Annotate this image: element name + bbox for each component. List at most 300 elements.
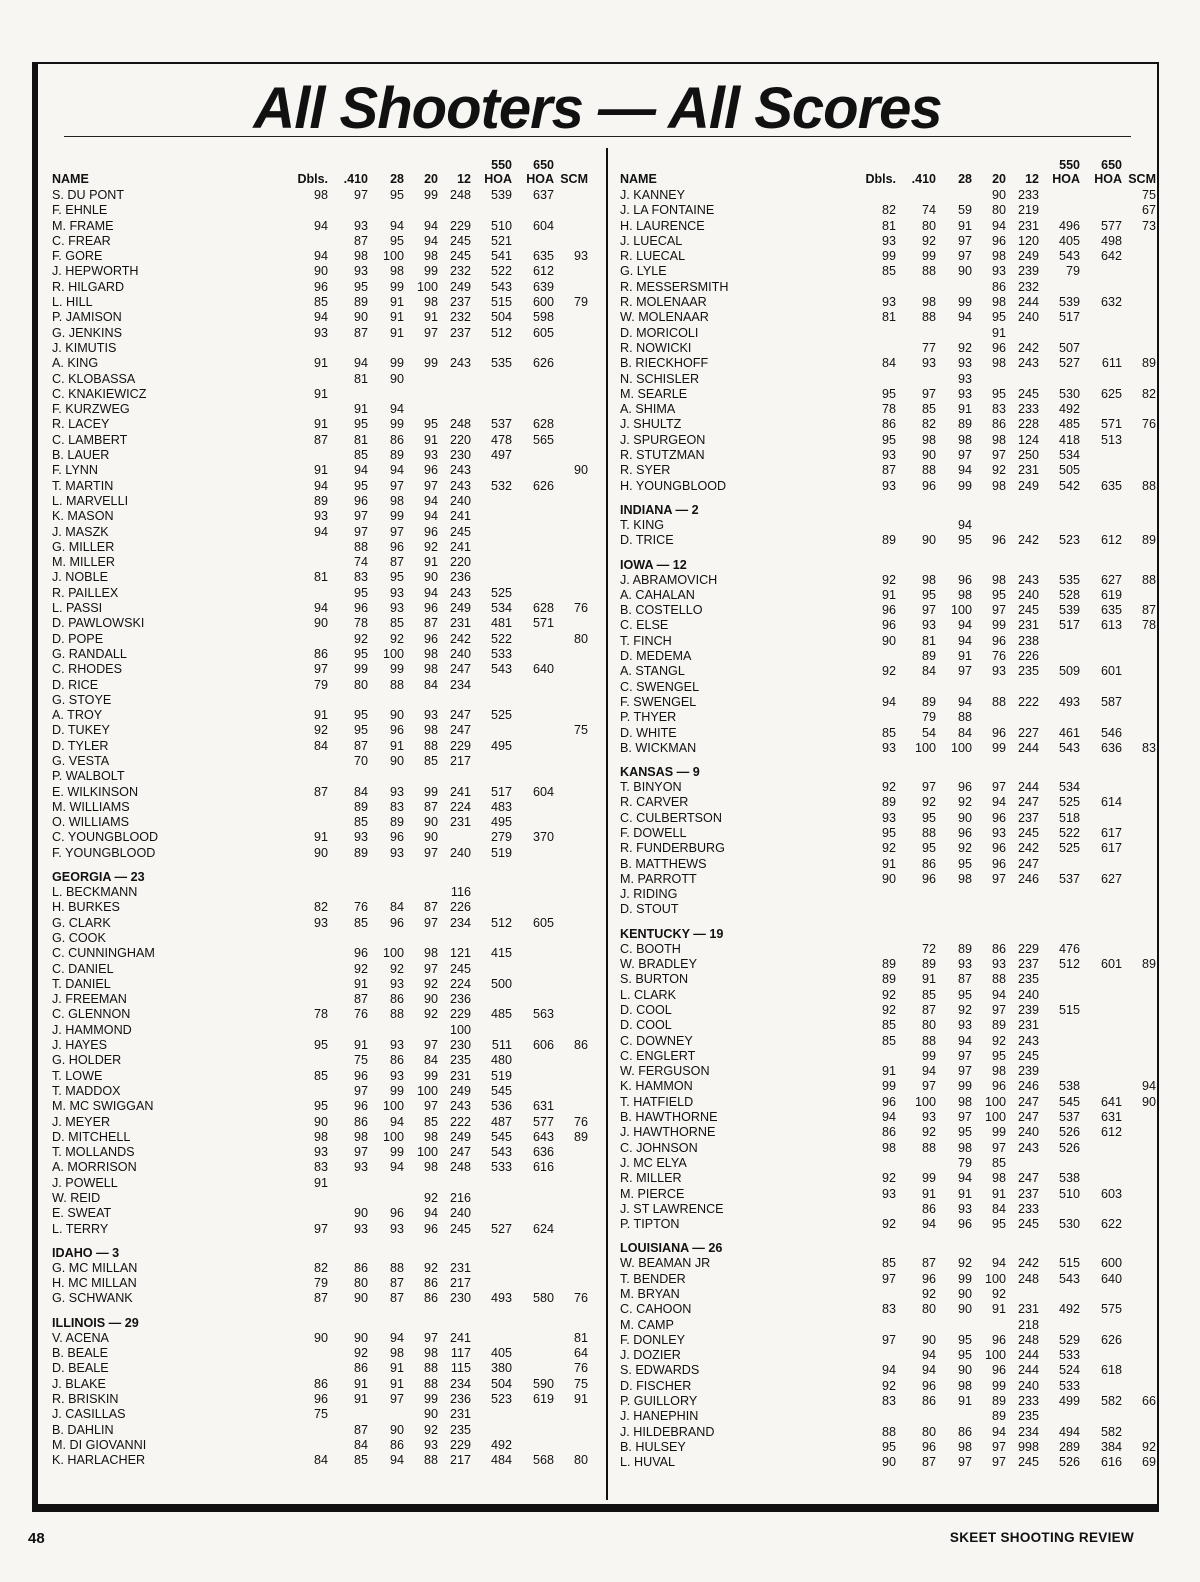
score-scm: 75 — [573, 723, 588, 738]
shooter-row — [48, 1099, 596, 1114]
score-hoa550: 481 — [490, 616, 512, 631]
shooter-name: F. SWENGEL — [620, 694, 697, 709]
score-g20: 97 — [991, 1439, 1006, 1454]
shooter-row — [616, 988, 1164, 1003]
score-dbls: 91 — [313, 463, 328, 478]
score-g28: 88 — [389, 1260, 404, 1275]
score-s410: 99 — [921, 1048, 936, 1063]
score-g20: 98 — [423, 946, 438, 961]
score-g28: 96 — [389, 1206, 404, 1221]
score-s410: 100 — [914, 740, 936, 755]
score-g28: 94 — [957, 1033, 972, 1048]
score-dbls: 95 — [313, 1099, 328, 1114]
score-g20: 92 — [423, 539, 438, 554]
score-g12: 245 — [1017, 1455, 1039, 1470]
shooter-name: J. ST LAWRENCE — [620, 1201, 724, 1216]
score-g12: 248 — [1017, 1271, 1039, 1286]
score-s410: 94 — [921, 1348, 936, 1363]
score-hoa550: 517 — [1058, 618, 1080, 633]
score-hoa650: 580 — [532, 1291, 554, 1306]
score-s410: 93 — [353, 1160, 368, 1175]
score-s410: 85 — [353, 448, 368, 463]
score-hoa650: 641 — [1100, 1094, 1122, 1109]
shooter-row — [48, 555, 596, 570]
score-hoa650: 498 — [1100, 233, 1122, 248]
score-g12: 224 — [449, 976, 471, 991]
shooter-name: J. LUECAL — [620, 233, 683, 248]
score-dbls: 85 — [881, 264, 896, 279]
score-dbls: 84 — [881, 356, 896, 371]
score-g20: 97 — [991, 448, 1006, 463]
score-g28: 92 — [957, 340, 972, 355]
shooter-row — [48, 264, 596, 279]
score-g28: 97 — [957, 448, 972, 463]
shooter-row — [48, 540, 596, 555]
score-g28: 96 — [957, 825, 972, 840]
score-g12: 226 — [449, 900, 471, 915]
score-hoa650: 642 — [1100, 249, 1122, 264]
score-hoa650: 643 — [532, 1129, 554, 1144]
score-g12: 234 — [1017, 1424, 1039, 1439]
score-g20: 98 — [991, 478, 1006, 493]
score-hoa550: 537 — [1058, 1110, 1080, 1125]
score-g28: 100 — [950, 603, 972, 618]
shooter-row — [48, 977, 596, 992]
score-g12: 120 — [1017, 233, 1039, 248]
score-g20: 92 — [991, 1033, 1006, 1048]
score-scm: 88 — [1141, 478, 1156, 493]
shooter-name: B. HAWTHORNE — [620, 1110, 718, 1125]
score-s410: 85 — [353, 915, 368, 930]
shooter-row — [48, 739, 596, 754]
score-s410: 89 — [353, 799, 368, 814]
score-dbls: 91 — [881, 856, 896, 871]
score-g28: 98 — [957, 1140, 972, 1155]
score-g20: 94 — [991, 1256, 1006, 1271]
score-s410: 80 — [921, 1018, 936, 1033]
score-hoa650: 612 — [1100, 533, 1122, 548]
score-g28: 98 — [389, 493, 404, 508]
score-g28: 100 — [382, 946, 404, 961]
score-s410: 98 — [921, 432, 936, 447]
score-g28: 98 — [957, 432, 972, 447]
shooter-name: J. HILDEBRAND — [620, 1424, 715, 1439]
shooter-name: R. FUNDERBURG — [620, 841, 725, 856]
shooter-row — [48, 295, 596, 310]
shooter-name: M. DI GIOVANNI — [52, 1437, 147, 1452]
score-dbls: 78 — [881, 402, 896, 417]
shooter-row — [48, 1023, 596, 1038]
score-s410: 88 — [921, 1140, 936, 1155]
score-s410: 88 — [921, 825, 936, 840]
column-header-row — [48, 154, 596, 188]
shooter-row — [48, 463, 596, 478]
score-dbls: 92 — [313, 723, 328, 738]
score-s410: 90 — [921, 533, 936, 548]
shooter-row — [48, 1176, 596, 1191]
score-g28: 90 — [389, 753, 404, 768]
score-dbls: 92 — [881, 1002, 896, 1017]
score-g12: 243 — [449, 478, 471, 493]
score-g12: 243 — [449, 585, 471, 600]
score-scm: 73 — [1141, 218, 1156, 233]
score-g12: 246 — [1017, 871, 1039, 886]
shooter-row — [48, 601, 596, 616]
shooter-row — [616, 219, 1164, 234]
score-g12: 243 — [1017, 1140, 1039, 1155]
score-s410: 80 — [921, 1302, 936, 1317]
shooter-name: M. SEARLE — [620, 386, 688, 401]
score-g12: 245 — [1017, 386, 1039, 401]
shooter-row — [616, 1425, 1164, 1440]
column-header-name: NAME — [52, 172, 89, 186]
score-hoa550: 515 — [1058, 1256, 1080, 1271]
score-dbls: 90 — [881, 633, 896, 648]
shooter-row — [616, 1018, 1164, 1033]
shooter-row — [616, 356, 1164, 371]
score-g20: 96 — [991, 533, 1006, 548]
score-g28: 99 — [389, 509, 404, 524]
score-g12: 243 — [449, 356, 471, 371]
score-g28: 91 — [957, 218, 972, 233]
shooter-name: G. LYLE — [620, 264, 667, 279]
score-g20: 76 — [991, 649, 1006, 664]
shooter-row — [616, 680, 1164, 695]
score-g20: 86 — [991, 417, 1006, 432]
score-g20: 96 — [991, 340, 1006, 355]
shooter-row — [616, 741, 1164, 756]
column-header-dbls: Dbls. — [297, 172, 328, 186]
score-dbls: 90 — [313, 616, 328, 631]
score-g28: 96 — [389, 830, 404, 845]
score-dbls: 86 — [881, 417, 896, 432]
score-s410: 94 — [353, 463, 368, 478]
shooter-row — [616, 957, 1164, 972]
shooter-row — [48, 1361, 596, 1376]
score-hoa650: 619 — [1100, 587, 1122, 602]
score-g20: 91 — [991, 1302, 1006, 1317]
score-scm: 66 — [1141, 1394, 1156, 1409]
shooter-name: R. STUTZMAN — [620, 448, 705, 463]
score-dbls: 91 — [313, 708, 328, 723]
shooter-row — [48, 1346, 596, 1361]
score-g20: 85 — [991, 1155, 1006, 1170]
shooter-row — [48, 234, 596, 249]
score-g12: 236 — [449, 1391, 471, 1406]
score-hoa650: 622 — [1100, 1217, 1122, 1232]
shooter-name: G. STOYE — [52, 692, 112, 707]
score-hoa550: 79 — [1065, 264, 1080, 279]
score-g28: 94 — [389, 1114, 404, 1129]
score-g12: 247 — [1017, 1094, 1039, 1109]
score-g20: 93 — [991, 664, 1006, 679]
shooter-row — [616, 310, 1164, 325]
shooter-row — [616, 1455, 1164, 1470]
shooter-row — [48, 525, 596, 540]
shooter-row — [616, 295, 1164, 310]
shooter-name: D. RICE — [52, 677, 99, 692]
shooter-name: H. YOUNGBLOOD — [620, 478, 727, 493]
score-g12: 237 — [449, 295, 471, 310]
score-g20: 88 — [423, 738, 438, 753]
shooter-name: P. GUILLORY — [620, 1394, 698, 1409]
score-hoa550: 533 — [490, 646, 512, 661]
shooter-name: G. SCHWANK — [52, 1291, 133, 1306]
score-s410: 84 — [353, 784, 368, 799]
score-hoa550: 496 — [1058, 218, 1080, 233]
shooter-name: M. PARROTT — [620, 871, 697, 886]
shooter-row — [48, 326, 596, 341]
score-dbls: 89 — [313, 493, 328, 508]
state-heading: IDAHO — 3 — [52, 1245, 120, 1260]
score-s410: 86 — [353, 1114, 368, 1129]
shooter-name: F. EHNLE — [52, 203, 108, 218]
shooter-row — [616, 518, 1164, 533]
score-dbls: 94 — [313, 310, 328, 325]
score-g20: 85 — [423, 1114, 438, 1129]
score-g12: 233 — [1017, 402, 1039, 417]
score-g28: 95 — [389, 233, 404, 248]
score-g12: 242 — [1017, 841, 1039, 856]
score-hoa550: 532 — [490, 478, 512, 493]
score-dbls: 87 — [313, 432, 328, 447]
score-g20: 98 — [991, 356, 1006, 371]
shooter-row — [48, 1130, 596, 1145]
score-g28: 99 — [389, 662, 404, 677]
score-g28: 99 — [389, 1083, 404, 1098]
score-s410: 85 — [353, 815, 368, 830]
score-hoa550: 499 — [1058, 1394, 1080, 1409]
score-g20: 93 — [423, 708, 438, 723]
score-hoa550: 493 — [1058, 694, 1080, 709]
score-g12: 240 — [449, 646, 471, 661]
score-g12: 219 — [1017, 203, 1039, 218]
score-g20: 94 — [991, 795, 1006, 810]
score-hoa550: 492 — [1058, 1302, 1080, 1317]
score-g28: 99 — [389, 1145, 404, 1160]
shooter-row — [48, 1331, 596, 1346]
shooter-row — [616, 387, 1164, 402]
shooter-name: R. PAILLEX — [52, 585, 119, 600]
score-g28: 93 — [957, 1018, 972, 1033]
score-g28: 98 — [957, 1439, 972, 1454]
score-scm: 75 — [573, 1376, 588, 1391]
score-g20: 84 — [991, 1201, 1006, 1216]
score-g20: 97 — [991, 780, 1006, 795]
score-hoa550: 478 — [490, 432, 512, 447]
score-g28: 91 — [389, 1376, 404, 1391]
score-hoa550: 517 — [1058, 310, 1080, 325]
shooter-row — [48, 203, 596, 218]
score-g28: 97 — [957, 1048, 972, 1063]
shooter-row — [48, 1392, 596, 1407]
score-g12: 231 — [449, 1260, 471, 1275]
shooter-row — [616, 1125, 1164, 1140]
score-s410: 97 — [353, 524, 368, 539]
score-g20: 100 — [984, 1094, 1006, 1109]
score-scm: 80 — [573, 1453, 588, 1468]
score-hoa550: 536 — [490, 1099, 512, 1114]
score-dbls: 88 — [881, 1424, 896, 1439]
shooter-row — [616, 341, 1164, 356]
score-g12: 240 — [449, 1206, 471, 1221]
shooter-row — [616, 188, 1164, 203]
score-hoa650: 637 — [532, 188, 554, 202]
score-dbls: 93 — [881, 810, 896, 825]
shooter-name: M. WILLIAMS — [52, 799, 130, 814]
score-g12: 248 — [449, 417, 471, 432]
shooter-name: L. HILL — [52, 295, 93, 310]
score-scm: 64 — [573, 1346, 588, 1361]
shooter-name: W. REID — [52, 1191, 101, 1205]
score-hoa650: 598 — [532, 310, 554, 325]
score-scm: 88 — [1141, 572, 1156, 587]
score-s410: 84 — [921, 664, 936, 679]
score-g12: 247 — [1017, 1171, 1039, 1186]
shooter-row — [48, 678, 596, 693]
shooter-row — [616, 588, 1164, 603]
score-g12: 220 — [449, 432, 471, 447]
score-hoa650: 612 — [1100, 1125, 1122, 1140]
score-g20: 86 — [423, 1276, 438, 1291]
score-g12: 236 — [449, 570, 471, 585]
score-g20: 95 — [991, 1217, 1006, 1232]
score-g28: 99 — [957, 1271, 972, 1286]
score-g20: 99 — [991, 1125, 1006, 1140]
shooter-row — [48, 341, 596, 356]
shooter-row — [616, 726, 1164, 741]
shooter-name: G. MILLER — [52, 539, 115, 554]
shooter-row — [48, 1438, 596, 1453]
shooter-name: R. NOWICKI — [620, 340, 692, 355]
score-g28: 98 — [389, 264, 404, 279]
score-g12: 230 — [449, 448, 471, 463]
score-g12: 117 — [450, 1346, 471, 1361]
shooter-name: C. CUNNINGHAM — [52, 946, 155, 961]
score-dbls: 81 — [881, 310, 896, 325]
score-s410: 91 — [353, 1376, 368, 1391]
score-g12: 235 — [449, 1422, 471, 1437]
score-s410: 91 — [921, 1186, 936, 1201]
score-g12: 231 — [449, 616, 471, 631]
score-g20: 90 — [423, 570, 438, 585]
score-s410: 99 — [353, 662, 368, 677]
shooter-row — [616, 1141, 1164, 1156]
score-hoa650: 603 — [1100, 1186, 1122, 1201]
score-dbls: 90 — [313, 1330, 328, 1345]
score-g28: 93 — [389, 1038, 404, 1053]
shooter-name: S. DU PONT — [52, 188, 125, 202]
score-dbls: 79 — [313, 1276, 328, 1291]
score-g28: 90 — [957, 810, 972, 825]
score-hoa650: 605 — [532, 915, 554, 930]
score-hoa550: 526 — [1058, 1455, 1080, 1470]
shooter-name: D. TRICE — [620, 533, 674, 548]
shooter-name: F. LYNN — [52, 463, 98, 478]
score-scm: 90 — [1141, 1094, 1156, 1109]
shooter-name: C. CAHOON — [620, 1302, 692, 1317]
score-g12: 242 — [1017, 340, 1039, 355]
score-hoa550: 522 — [490, 264, 512, 279]
shooter-row — [616, 664, 1164, 679]
score-g28: 94 — [389, 218, 404, 233]
score-g20: 94 — [423, 218, 438, 233]
shooter-name: D. MORICOLI — [620, 325, 699, 340]
shooter-row — [616, 857, 1164, 872]
shooter-row — [616, 1409, 1164, 1424]
shooter-name: B. DAHLIN — [52, 1422, 114, 1437]
score-s410: 90 — [353, 310, 368, 325]
shooter-row — [48, 494, 596, 509]
score-g28: 89 — [957, 941, 972, 956]
score-dbls: 96 — [313, 279, 328, 294]
score-dbls: 87 — [881, 463, 896, 478]
shooter-name: L. MARVELLI — [52, 493, 129, 508]
score-g12: 237 — [1017, 810, 1039, 825]
shooter-name: F. DOWELL — [620, 825, 687, 840]
score-g20: 93 — [423, 1437, 438, 1452]
shooter-name: R. MILLER — [620, 1171, 682, 1186]
score-g12: 246 — [1017, 1079, 1039, 1094]
score-hoa650: 632 — [1100, 295, 1122, 310]
score-hoa550: 519 — [490, 845, 512, 860]
score-s410: 98 — [921, 295, 936, 310]
score-g12: 244 — [1017, 295, 1039, 310]
shooter-row — [616, 249, 1164, 264]
score-hoa550: 533 — [1058, 1378, 1080, 1393]
score-s410: 96 — [353, 601, 368, 616]
shooter-name: J. MASZK — [52, 524, 109, 539]
score-g12: 239 — [1017, 264, 1039, 279]
shooter-name: D. TUKEY — [52, 723, 110, 738]
score-dbls: 92 — [881, 987, 896, 1002]
page-title: All Shooters — All Scores — [253, 76, 942, 141]
shooter-row — [48, 387, 596, 402]
shooter-row — [616, 872, 1164, 887]
column-header-s410: .410 — [343, 172, 368, 186]
shooter-name: B. COSTELLO — [620, 603, 703, 618]
score-g28: 89 — [957, 417, 972, 432]
score-g20: 96 — [991, 233, 1006, 248]
score-dbls: 97 — [313, 1221, 328, 1236]
shooter-name: D. POPE — [52, 631, 104, 646]
score-hoa650: 636 — [1100, 740, 1122, 755]
score-s410: 81 — [353, 432, 368, 447]
score-g20: 99 — [423, 1068, 438, 1083]
score-g28: 84 — [389, 900, 404, 915]
shooter-name: L. BECKMANN — [52, 885, 138, 900]
score-g20: 92 — [991, 1287, 1006, 1301]
score-dbls: 85 — [313, 295, 328, 310]
shooter-name: W. BRADLEY — [620, 957, 697, 972]
shooter-row — [48, 1206, 596, 1221]
score-s410: 90 — [353, 1206, 368, 1221]
score-s410: 96 — [921, 478, 936, 493]
shooter-name: L. TERRY — [52, 1221, 109, 1236]
score-s410: 87 — [353, 1422, 368, 1437]
score-dbls: 89 — [881, 533, 896, 548]
score-s410: 92 — [353, 631, 368, 646]
shooter-row — [48, 769, 596, 784]
score-dbls: 99 — [881, 249, 896, 264]
score-hoa550: 485 — [490, 1007, 512, 1022]
score-s410: 93 — [921, 618, 936, 633]
score-hoa650: 601 — [1100, 664, 1122, 679]
score-hoa550: 492 — [490, 1437, 512, 1452]
shooter-name: B. RIECKHOFF — [620, 356, 709, 371]
score-s410: 80 — [353, 677, 368, 692]
score-g12: 245 — [1017, 825, 1039, 840]
